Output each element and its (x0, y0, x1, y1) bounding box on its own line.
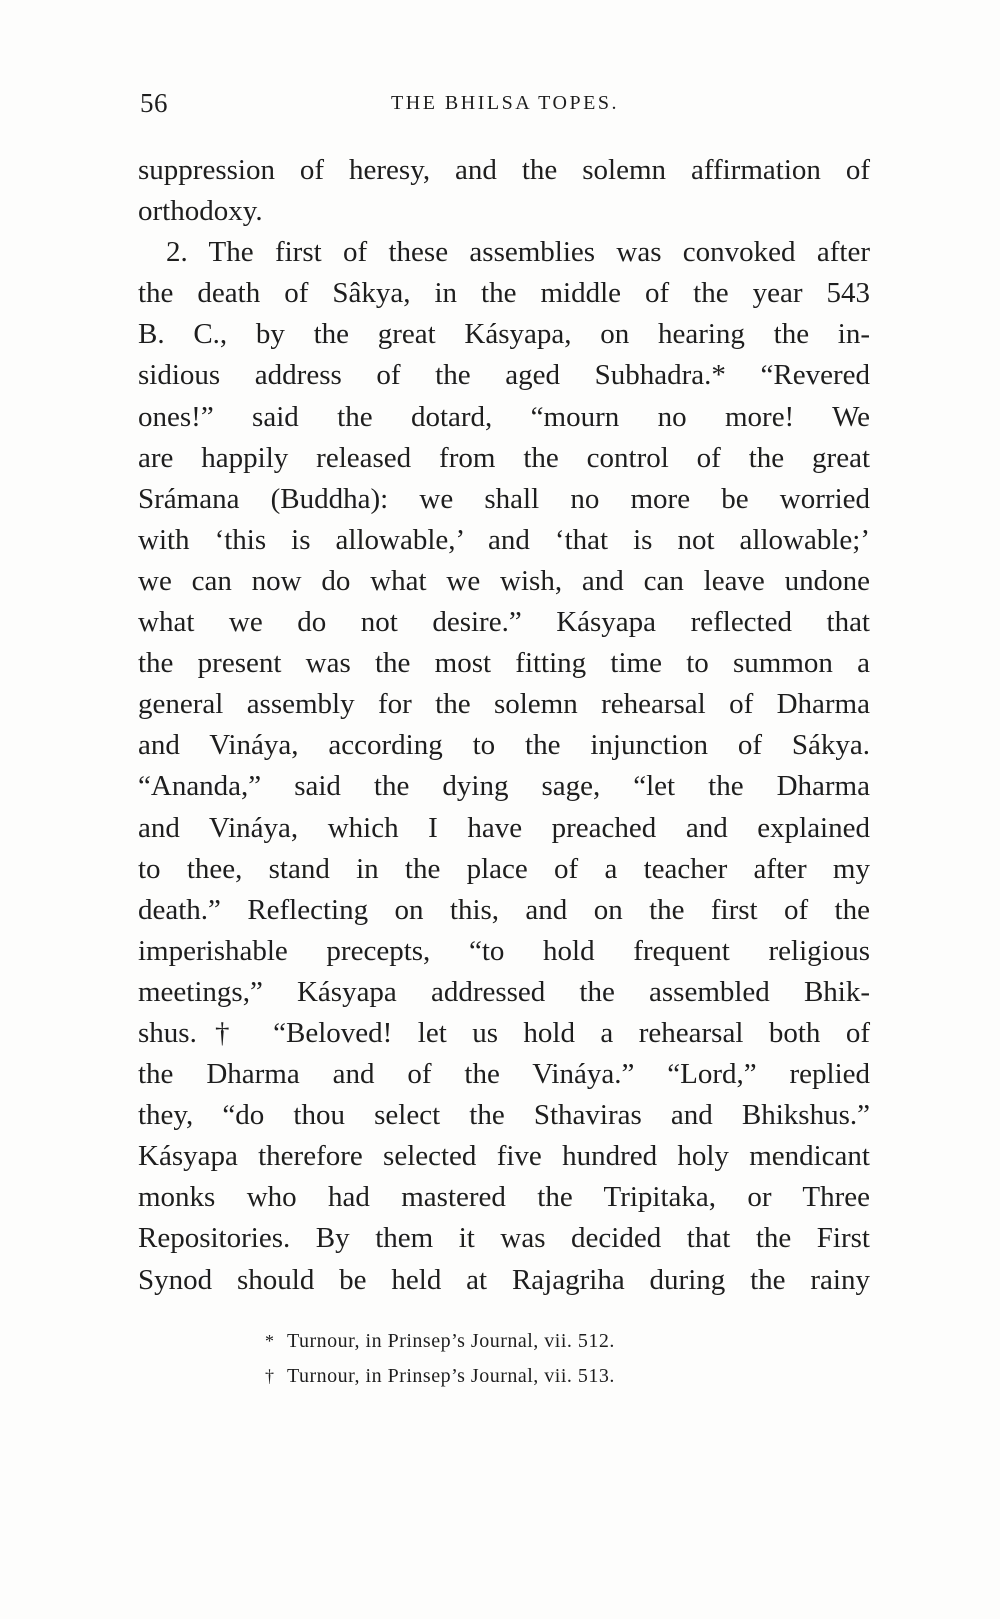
text-line: sidious address of the aged Subhadra.* “Revered (138, 359, 870, 392)
text-line: the Dharma and of the Vináya.” “Lord,” replied (138, 1058, 870, 1091)
text-line: we can now do what we wish, and can leave undone (138, 564, 870, 597)
text-line: and Vináya, according to the injunction of Sákya. (138, 729, 870, 762)
footnote-mark: * (265, 1331, 275, 1351)
footnote-text: Turnour, in Prinsep’s Journal, vii. 512. (287, 1330, 615, 1352)
text-line: the present was the most fitting time to summon a (138, 647, 870, 680)
footnote-text: Turnour, in Prinsep’s Journal, vii. 513. (287, 1365, 615, 1387)
text-line: 2. The first of these assemblies was convoked after (166, 236, 870, 269)
text-line: are happily released from the control of the great (138, 441, 870, 474)
text-line: to thee, stand in the place of a teacher after my (138, 852, 870, 885)
text-line: “Ananda,” said the dying sage, “let the Dharma (138, 770, 870, 803)
text-line: Kásyapa therefore selected five hundred holy mendicant (138, 1140, 870, 1173)
text-line: orthodoxy. (138, 195, 263, 228)
text-line: and Vináya, which I have preached and explained (138, 811, 870, 844)
text-line: Repositories. By them it was decided that the First (138, 1222, 870, 1255)
text-line: meetings,” Kásyapa addressed the assembled Bhik- (138, 975, 870, 1008)
page-number: 56 (140, 88, 168, 118)
page-header (140, 88, 870, 124)
text-line: ones!” said the dotard, “mourn no more! We (138, 400, 870, 433)
footnote-mark: † (265, 1366, 275, 1386)
text-line: what we do not desire.” Kásyapa reflected that (138, 606, 870, 639)
text-line: general assembly for the solemn rehearsal of Dharma (138, 688, 870, 721)
body-text (138, 150, 870, 1301)
footnotes (265, 1324, 765, 1394)
text-line: monks who had mastered the Tripitaka, or Three (138, 1181, 870, 1214)
footnote (265, 1324, 765, 1359)
text-line: imperishable precepts, “to hold frequent religious (138, 934, 870, 967)
text-line: suppression of heresy, and the solemn affirmation of (138, 154, 870, 186)
footnote (265, 1359, 765, 1394)
text-line: B. C., by the great Kásyapa, on hearing the in- (138, 318, 870, 351)
text-line: Synod should be held at Rajagriha during the rainy (138, 1263, 870, 1296)
running-title: THE BHILSA TOPES. (391, 92, 619, 114)
text-line: death.” Reflecting on this, and on the first of the (138, 893, 870, 926)
text-line: shus.† “Beloved! let us hold a rehearsal both of (138, 1016, 870, 1049)
text-line: Srámana (Buddha): we shall no more be worried (138, 482, 870, 515)
text-line: the death of Sâkya, in the middle of the year 543 (138, 277, 870, 310)
text-line: with ‘this is allowable,’ and ‘that is not allowable;’ (138, 523, 870, 556)
text-line: they, “do thou select the Sthaviras and Bhikshus.” (138, 1099, 870, 1132)
